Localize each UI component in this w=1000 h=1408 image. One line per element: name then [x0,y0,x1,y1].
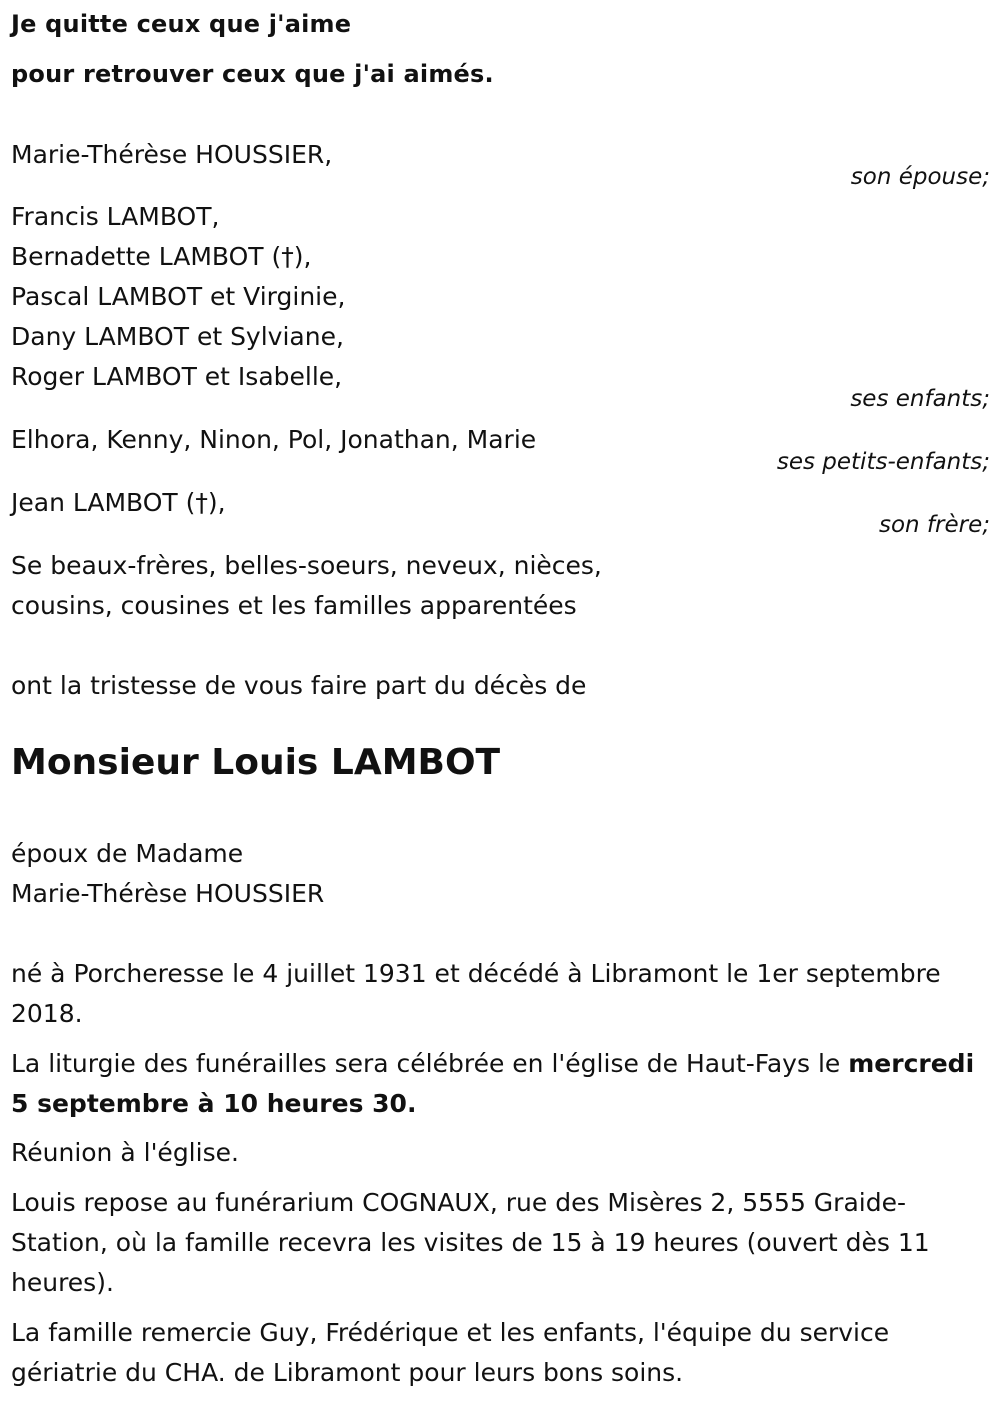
liturgy-date: mercredi 5 septembre à 10 heures 30. [11,1049,975,1118]
child-name: Pascal LAMBOT et Virginie, [11,282,346,311]
announcement-text: ont la tristesse de vous faire part du décès de [11,671,587,700]
liturgy-paragraph [11,1044,996,1124]
grandchildren-names: Elhora, Kenny, Ninon, Pol, Jonathan, Marie [11,425,537,454]
brother-name: Jean LAMBOT (†), [11,488,226,517]
child-name: Dany LAMBOT et Sylviane, [11,322,344,351]
child-name: Roger LAMBOT et Isabelle, [11,362,343,391]
spouse-role: son épouse; [850,164,990,190]
others-line-1: Se beaux-frères, belles-soeurs, neveux, nièces, [11,551,602,580]
meeting-text: Réunion à l'église. [11,1138,239,1167]
child-name: Bernadette LAMBOT (†), [11,242,312,271]
spouse-name: Marie-Thérèse HOUSSIER, [11,140,333,169]
child-name: Francis LAMBOT, [11,202,220,231]
spouse-of-line-2: Marie-Thérèse HOUSSIER [11,879,325,908]
liturgy-text: La liturgie des funérailles sera célébrée en l'église de Haut-Fays le [11,1049,849,1078]
brother-role: son frère; [878,512,990,538]
others-line-2: cousins, cousines et les familles apparentées [11,591,577,620]
spouse-of-line-1: époux de Madame [11,839,244,868]
children-role: ses enfants; [850,386,990,412]
verse-line-1: Je quitte ceux que j'aime [11,10,352,38]
thanks-text: La famille remercie Guy, Frédérique et les enfants, l'équipe du service gériatrie du CHA. de Libramont pour leurs bons soins. [11,1318,890,1387]
birth-death-text: né à Porcheresse le 4 juillet 1931 et décédé à Libramont le 1er septembre 2018. [11,959,941,1028]
verse-line-2: pour retrouver ceux que j'ai aimés. [11,60,494,88]
rest-text: Louis repose au funérarium COGNAUX, rue des Misères 2, 5555 Graide-Station, où la famille recevra les visites de 15 à 19 heures (ouvert dès 11 heures). [11,1188,930,1297]
deceased-name: Monsieur Louis LAMBOT [11,742,501,783]
grandchildren-role: ses petits-enfants; [776,449,990,475]
